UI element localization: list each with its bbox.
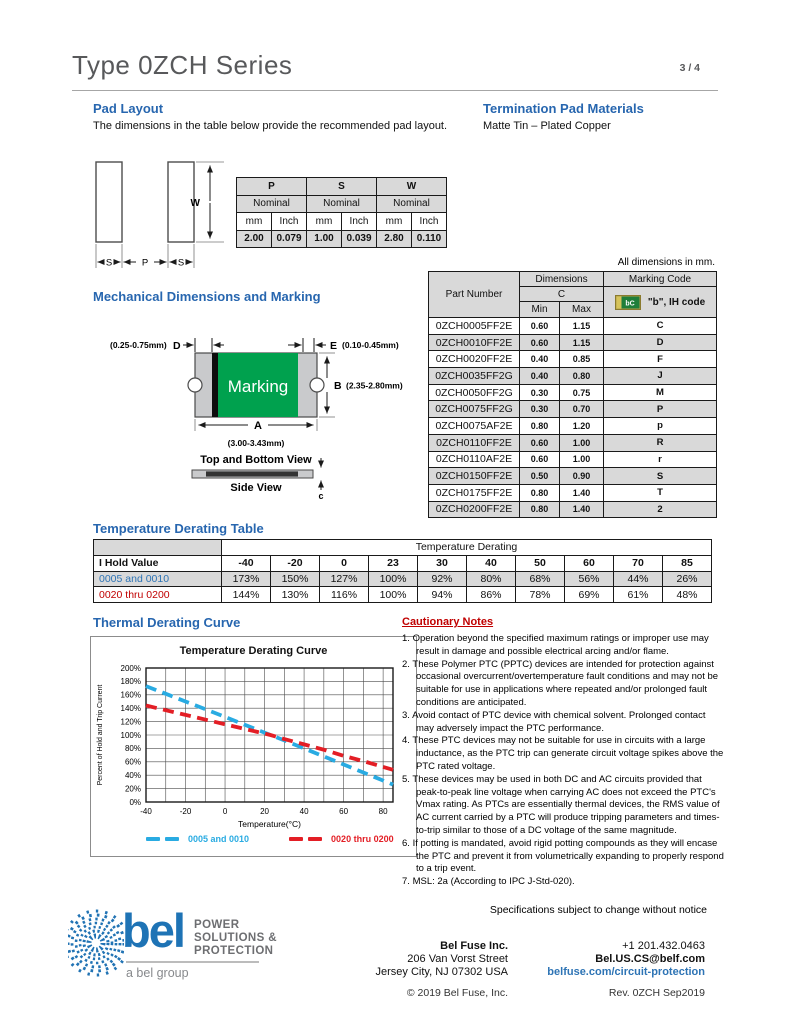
table-cell: 0ZCH0200FF2E	[429, 501, 520, 518]
part-table-row	[429, 501, 717, 518]
table-cell: D	[604, 334, 717, 351]
table-cell	[94, 540, 222, 556]
pad-layout-description: The dimensions in the table below provide the recommended pad layout.	[93, 120, 448, 132]
table-cell: 70	[614, 555, 663, 571]
table-cell: 40	[467, 555, 516, 571]
table-cell: 0.60	[520, 318, 560, 335]
table-cell: mm	[237, 213, 272, 231]
castellation-right	[310, 378, 324, 392]
table-cell: 1.00	[560, 434, 604, 451]
table-cell: 100%	[369, 571, 418, 587]
table-cell: 1.00	[560, 451, 604, 468]
derating-row-label: 0020 thru 0200	[94, 587, 222, 603]
bel-wordmark: bel	[122, 904, 184, 957]
company-city: Jersey City, NJ 07302 USA	[375, 966, 508, 978]
column-header: C	[520, 287, 604, 302]
polarity-bar	[212, 353, 218, 417]
table-cell: 0.70	[560, 401, 604, 418]
table-cell: 0.80	[520, 484, 560, 501]
svg-text:Temperature(°C): Temperature(°C)	[238, 819, 301, 829]
table-cell: 48%	[663, 587, 712, 603]
table-cell: 61%	[614, 587, 663, 603]
chip-marking-text: bC	[625, 300, 635, 307]
bel-group-text: a bel group	[126, 966, 189, 980]
cautionary-note: These Polymer PTC (PPTC) devices are intended for protection against occasional overcurrent/overtemperature fault conditions and may not be suitable for use in applications where repeated and/or prolonged fault conditions are anticipated.	[412, 658, 719, 708]
table-cell: 2	[604, 501, 717, 518]
table-cell: M	[604, 384, 717, 401]
table-cell: 0.30	[520, 384, 560, 401]
tagline-line: POWER	[194, 919, 240, 931]
chart-title: Temperature Derating Curve	[179, 645, 328, 657]
svg-text:0: 0	[222, 807, 228, 816]
table-cell: 0ZCH0175FF2E	[429, 484, 520, 501]
svg-text:0%: 0%	[129, 797, 141, 807]
derating-chart	[91, 659, 416, 831]
table-cell: 0ZCH0110AF2E	[429, 451, 520, 468]
table-cell: C	[604, 318, 717, 335]
table-cell: 173%	[222, 571, 271, 587]
table-cell: 0.60	[520, 434, 560, 451]
table-cell: 1.15	[560, 318, 604, 335]
part-table-row	[429, 384, 717, 401]
table-cell: Inch	[412, 213, 447, 231]
svg-text:120%: 120%	[120, 717, 141, 727]
part-table-row	[429, 401, 717, 418]
cautionary-note: These devices may be used in both DC and AC circuits provided that peak-to-peak line voltage when carrying AC does not exceed the PTC's Vmax rating. As PTCs are essentially thermal devices, the RMS value of AC current carried by a PTC will produce tripping parameters and times-to-trip similar to those of a DC voltage of the same magnitude.	[412, 773, 720, 836]
table-cell: 60	[565, 555, 614, 571]
table-cell: -20	[271, 555, 320, 571]
svg-text:60%: 60%	[124, 757, 141, 767]
table-cell: F	[604, 351, 717, 368]
table-cell: 0ZCH0020FF2E	[429, 351, 520, 368]
dim-a-label: A	[254, 420, 262, 432]
table-cell: 0.50	[520, 468, 560, 485]
table-cell: 150%	[271, 571, 320, 587]
table-cell: 0ZCH0010FF2E	[429, 334, 520, 351]
table-cell: 0.80	[560, 368, 604, 385]
derating-row-label: 0005 and 0010	[94, 571, 222, 587]
table-cell: 0.40	[520, 351, 560, 368]
top-view-label: Top and Bottom View	[200, 454, 312, 466]
table-cell: 0.80	[520, 501, 560, 518]
svg-text:-40: -40	[140, 807, 152, 816]
tagline-line: PROTECTION	[194, 944, 274, 957]
table-cell: 1.40	[560, 501, 604, 518]
svg-text:20: 20	[260, 807, 270, 816]
table-cell: Nominal	[237, 195, 307, 213]
table-cell: 69%	[565, 587, 614, 603]
table-cell: 0.40	[520, 368, 560, 385]
row-header: I Hold Value	[94, 555, 222, 571]
table-cell: 1.40	[560, 484, 604, 501]
part-table-body	[429, 318, 717, 518]
table-cell: 0ZCH0050FF2G	[429, 384, 520, 401]
table-cell: 2.80	[377, 230, 412, 248]
marking-text: Marking	[227, 377, 289, 396]
cautionary-note: MSL: 2a (According to IPC J-Std-020).	[412, 876, 575, 888]
svg-text:140%: 140%	[120, 704, 141, 713]
part-table-row	[429, 468, 717, 485]
table-cell: 92%	[418, 571, 467, 587]
part-table-row	[429, 318, 717, 335]
email-link[interactable]: Bel.US.CS@belf.com	[595, 953, 705, 965]
castellation-left	[188, 378, 202, 392]
phone-number: +1 201.432.0463	[622, 940, 705, 952]
part-table-row	[429, 484, 717, 501]
cautionary-heading: Cautionary Notes	[402, 616, 494, 628]
dimensions-note: All dimensions in mm.	[617, 257, 715, 268]
table-cell: S	[604, 468, 717, 485]
legend-label: 0020 thru 0200	[331, 834, 394, 844]
table-cell: 78%	[516, 587, 565, 603]
dim-d-label: D	[173, 340, 181, 352]
table-cell: 0.30	[520, 401, 560, 418]
legend-entry	[289, 834, 394, 844]
cautionary-notes	[402, 633, 724, 889]
table-cell: 144%	[222, 587, 271, 603]
table-cell: 1.20	[560, 418, 604, 435]
dim-e-range: (0.10-0.45mm)	[342, 340, 399, 350]
table-cell: Nominal	[377, 195, 447, 213]
column-header: Max	[560, 302, 604, 318]
page-number: 3 / 4	[679, 62, 700, 74]
table-cell: 0.85	[560, 351, 604, 368]
legend-dash-swatch	[165, 837, 179, 841]
mechanical-heading: Mechanical Dimensions and Marking	[93, 289, 321, 304]
derating-table-heading: Temperature Derating Table	[93, 521, 264, 536]
svg-text:40%: 40%	[124, 771, 141, 780]
spec-change-note: Specifications subject to change without notice	[489, 904, 707, 916]
tagline-line: SOLUTIONS &	[194, 931, 277, 944]
table-cell: 0.90	[560, 468, 604, 485]
table-cell: r	[604, 451, 717, 468]
table-cell: 0ZCH0005FF2E	[429, 318, 520, 335]
table-cell: R	[604, 434, 717, 451]
side-view-core	[206, 471, 298, 476]
legend-entry	[146, 834, 249, 844]
dim-d-range: (0.25-0.75mm)	[110, 340, 167, 350]
table-cell: Inch	[342, 213, 377, 231]
table-cell: 116%	[320, 587, 369, 603]
table-cell: mm	[377, 213, 412, 231]
table-cell: 86%	[467, 587, 516, 603]
table-cell: 50	[516, 555, 565, 571]
dim-b-range: (2.35-2.80mm)	[346, 380, 403, 391]
table-cell: P	[237, 178, 307, 196]
marking-code-note	[604, 287, 717, 318]
table-cell: p	[604, 418, 717, 435]
cautionary-note: Operation beyond the specified maximum ratings or improper use may result in damage and possible electrical arcing and/or flame.	[412, 633, 709, 657]
table-cell: 1.00	[307, 230, 342, 248]
table-cell: 1.15	[560, 334, 604, 351]
table-cell: 68%	[516, 571, 565, 587]
website-link[interactable]: belfuse.com/circuit-protection	[547, 966, 705, 978]
table-cell: 0.079	[272, 230, 307, 248]
page-title: Type 0ZCH Series	[72, 50, 293, 80]
dim-a-range: (3.00-3.43mm)	[227, 438, 285, 448]
termination-heading: Termination Pad Materials	[483, 101, 644, 116]
derating-row	[94, 587, 712, 603]
derating-chart-frame	[90, 636, 417, 857]
table-cell: 0.60	[520, 451, 560, 468]
table-cell: 0ZCH0075AF2E	[429, 418, 520, 435]
part-table-row	[429, 351, 717, 368]
pad-left	[96, 162, 122, 242]
table-cell: 0.110	[412, 230, 447, 248]
table-cell: 0.039	[342, 230, 377, 248]
table-cell: 0	[320, 555, 369, 571]
legend-dash-swatch	[308, 837, 322, 841]
curve-heading: Thermal Derating Curve	[93, 615, 241, 630]
table-cell: 23	[369, 555, 418, 571]
chip-icon	[615, 295, 641, 310]
company-street: 206 Van Vorst Street	[407, 953, 508, 965]
table-cell: 100%	[369, 587, 418, 603]
revision-text: Rev. 0ZCH Sep2019	[608, 987, 705, 999]
table-cell: 0ZCH0110FF2E	[429, 434, 520, 451]
code-note-text: "b", IH code	[647, 296, 706, 308]
pad-layout-heading: Pad Layout	[93, 101, 164, 116]
title-divider	[72, 90, 718, 91]
cautionary-note: These PTC devices may not be suitable for use in circuits with a large inductance, as the PTC trip can generate circuit voltage spikes above the PTC rated voltage.	[412, 735, 724, 772]
dim-s-left-label: S	[105, 257, 113, 269]
svg-text:Percent of Hold and Trip Curre: Percent of Hold and Trip Current	[97, 684, 104, 786]
table-cell: Nominal	[307, 195, 377, 213]
dim-p-label: P	[141, 257, 149, 269]
column-header: Dimensions	[520, 272, 604, 287]
part-table-row	[429, 434, 717, 451]
svg-text:80: 80	[378, 807, 388, 816]
svg-text:200%: 200%	[120, 663, 141, 673]
part-table-row	[429, 368, 717, 385]
cautionary-note: Avoid contact of PTC device with chemical solvent. Prolonged contact may adversely impact the PTC performance.	[412, 709, 706, 734]
part-table-row	[429, 451, 717, 468]
svg-text:160%: 160%	[120, 690, 141, 700]
dim-e-label: E	[330, 340, 338, 352]
table-cell: W	[377, 178, 447, 196]
table-cell: S	[307, 178, 377, 196]
contact-block	[545, 940, 705, 979]
part-number-table	[428, 271, 717, 518]
mechanical-diagram	[90, 318, 420, 510]
pad-dimensions-table	[236, 177, 447, 248]
svg-text:-20: -20	[179, 807, 192, 816]
column-header: Part Number	[429, 272, 520, 318]
bel-logo-icon	[68, 905, 124, 981]
dim-w-label: W	[190, 198, 200, 209]
chart-legend	[146, 834, 394, 844]
legend-dash-swatch	[289, 837, 303, 841]
table-cell: 80%	[467, 571, 516, 587]
table-cell: Temperature Derating	[222, 540, 712, 556]
svg-text:180%: 180%	[120, 677, 141, 687]
table-cell: -40	[222, 555, 271, 571]
temperature-derating-table	[93, 539, 712, 603]
logo-divider	[126, 961, 259, 963]
table-cell: J	[604, 368, 717, 385]
bel-tagline	[194, 919, 277, 957]
column-header: Min	[520, 302, 560, 318]
dim-c-label: c	[318, 491, 324, 501]
table-cell: 0.80	[520, 418, 560, 435]
copyright-text: © 2019 Bel Fuse, Inc.	[406, 987, 508, 999]
table-cell: P	[604, 401, 717, 418]
svg-text:80%: 80%	[124, 744, 141, 754]
termination-text: Matte Tin – Plated Copper	[483, 120, 611, 132]
table-cell: 127%	[320, 571, 369, 587]
table-cell: 0ZCH0035FF2G	[429, 368, 520, 385]
table-cell: 94%	[418, 587, 467, 603]
table-cell: 0ZCH0150FF2E	[429, 468, 520, 485]
derating-row	[94, 571, 712, 587]
side-view-label: Side View	[230, 482, 282, 494]
table-cell: 2.00	[237, 230, 272, 248]
company-name: Bel Fuse Inc.	[440, 940, 508, 952]
cautionary-note: If potting is mandated, avoid rigid potting compounds as they will encase the PTC and prevent it from volumetrically expanding to properly respond to a trip event.	[412, 837, 724, 875]
table-cell: T	[604, 484, 717, 501]
part-table-row	[429, 418, 717, 435]
table-cell: mm	[307, 213, 342, 231]
table-cell: 44%	[614, 571, 663, 587]
table-cell: 0ZCH0075FF2G	[429, 401, 520, 418]
company-address	[350, 940, 508, 979]
table-cell: 56%	[565, 571, 614, 587]
table-cell: 26%	[663, 571, 712, 587]
table-cell: 30	[418, 555, 467, 571]
dim-s-right-label: S	[177, 257, 185, 269]
table-cell: 130%	[271, 587, 320, 603]
table-cell: 0.75	[560, 384, 604, 401]
svg-text:20%: 20%	[124, 784, 141, 794]
part-table-row	[429, 334, 717, 351]
legend-dash-swatch	[146, 837, 160, 841]
svg-text:40: 40	[299, 807, 309, 816]
svg-text:100%: 100%	[120, 730, 141, 740]
dim-b-label: B	[334, 380, 342, 392]
derating-table-body	[94, 571, 712, 603]
legend-label: 0005 and 0010	[188, 834, 250, 844]
column-header: Marking Code	[604, 272, 717, 287]
svg-text:60: 60	[339, 807, 349, 816]
table-cell: 85	[663, 555, 712, 571]
table-cell: Inch	[272, 213, 307, 231]
table-cell: 0.60	[520, 334, 560, 351]
